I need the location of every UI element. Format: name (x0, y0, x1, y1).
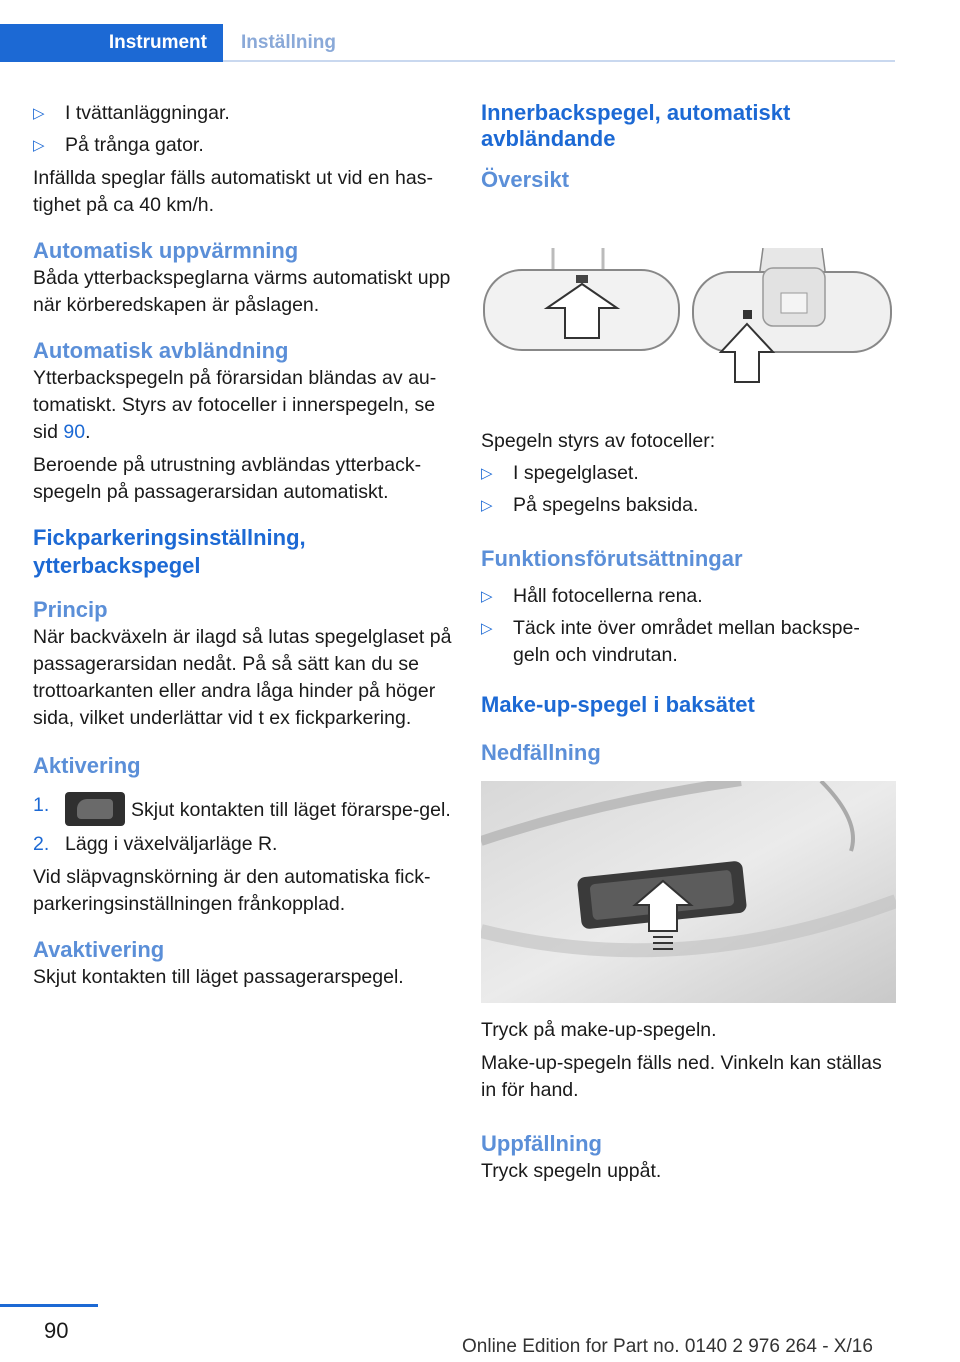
paragraph: Tryck spegeln uppåt. (481, 1160, 662, 1182)
list-item: ▷ I spegelglaset. (481, 460, 896, 487)
list-item: ▷ I tvättanläggningar. (33, 100, 453, 127)
subsection-heading: Nedfällning (481, 740, 601, 765)
rearview-mirror-illustration (481, 248, 896, 398)
paragraph: Tryck på make-up-spegeln. (481, 1019, 717, 1041)
subsection-heading: Princip (33, 597, 108, 622)
vanity-mirror-illustration (481, 781, 896, 1003)
paragraph: Beroende på utrustning avbländas ytterback-spegeln på passagerarsidan automatiskt. (33, 454, 422, 503)
triangle-bullet-icon: ▷ (33, 105, 45, 122)
subsection-heading: Uppfällning (481, 1131, 602, 1156)
section-heading: Innerbackspegel, automatiskt avbländande (481, 100, 791, 151)
list-item: ▷ På trånga gator. (33, 132, 453, 159)
section-heading: Fickparkeringsinställning, ytterbackspegel (33, 525, 306, 578)
list-item: 1. Skjut kontakten till läget förarspe-gel. (33, 792, 453, 826)
triangle-bullet-icon: ▷ (481, 497, 493, 514)
list-item: ▷ Håll fotocellerna rena. (481, 583, 896, 610)
paragraph: Ytterbackspegeln på förarsidan bländas av au-tomatiskt. Styrs av fotoceller i innerspegeln, se sid 90. (33, 367, 437, 443)
subsection-heading: Avaktivering (33, 937, 165, 962)
section-heading: Automatisk uppvärmning (33, 238, 299, 263)
page-number: 90 (44, 1318, 69, 1343)
page-link[interactable]: 90 (63, 421, 86, 443)
list-item: ▷ På spegelns baksida. (481, 492, 896, 519)
section-heading: Funktionsförutsättningar (481, 546, 743, 571)
list-item: ▷ Täck inte över området mellan backspe-geln och vindrutan. (481, 615, 896, 669)
triangle-bullet-icon: ▷ (481, 620, 493, 637)
paragraph: När backväxeln är ilagd så lutas spegelglaset på passagerarsidan nedåt. På så sätt kan du se trottoarkanten eller andra låga hinder på höger sida, vilket underlättar vid t ex fickparkering. (33, 626, 452, 729)
subsection-heading: Aktivering (33, 753, 141, 778)
paragraph: Infällda speglar fälls automatiskt ut vid en has-tighet på ca 40 km/h. (33, 167, 433, 216)
mirror-figure (481, 248, 896, 398)
footer-accent-line (0, 1304, 98, 1307)
paragraph: Skjut kontakten till läget passagerarspegel. (33, 966, 404, 988)
triangle-bullet-icon: ▷ (481, 465, 493, 482)
headliner-figure (481, 781, 896, 1003)
header (0, 24, 895, 62)
paragraph: Spegeln styrs av fotoceller: (481, 430, 716, 452)
triangle-bullet-icon: ▷ (481, 588, 493, 605)
tab-instrument[interactable]: Instrument (0, 24, 223, 62)
paragraph: Båda ytterbackspeglarna värms automatiskt upp när körberedskapen är påslagen. (33, 267, 451, 316)
right-column (481, 100, 896, 1185)
section-heading: Make-up-spegel i baksätet (481, 692, 755, 717)
tab-installning[interactable]: Inställning (241, 32, 336, 53)
subsection-heading: Översikt (481, 167, 570, 192)
paragraph: Vid släpvagnskörning är den automatiska fick-parkeringsinställningen frånkopplad. (33, 866, 431, 915)
triangle-bullet-icon: ▷ (33, 137, 45, 154)
section-heading: Automatisk avbländning (33, 338, 289, 363)
paragraph: Make-up-spegeln fälls ned. Vinkeln kan ställas in för hand. (481, 1052, 882, 1101)
list-item: 2. Lägg i växelväljarläge R. (33, 833, 278, 855)
header-divider (223, 60, 895, 62)
left-column (33, 100, 453, 991)
footer-edition: Online Edition for Part no. 0140 2 976 264 - X/16 (462, 1336, 873, 1357)
mirror-switch-icon (65, 792, 125, 826)
